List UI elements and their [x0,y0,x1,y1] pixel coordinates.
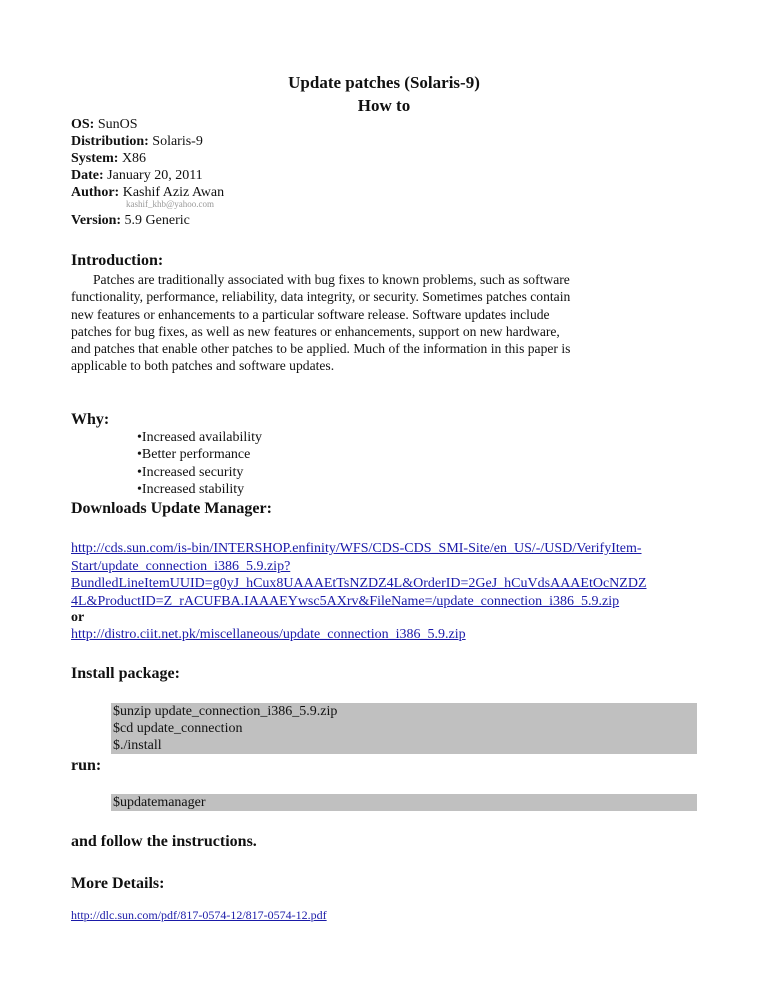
intro-heading: Introduction: [71,252,164,269]
meta-os: OS: SunOS [71,117,138,132]
list-item: • Increased security [137,464,262,481]
meta-date: Date: January 20, 2011 [71,168,203,183]
install-code-block [111,703,697,754]
intro-paragraph [71,271,571,375]
download-link-line[interactable]: 4L&ProductID=Z_rACUFBA.IAAAEYwsc5AXrv&FileName=/update_connection_i386_5.9.zip [71,593,620,609]
alt-download-link[interactable]: http://distro.ciit.net.pk/miscellaneous/update_connection_i386_5.9.zip [71,627,466,643]
meta-system: System: X86 [71,151,147,166]
run-command: $updatemanager [113,795,206,810]
install-command: $unzip update_connection_i386_5.9.zip [113,704,338,719]
intro-text: Patches are traditionally associated with bug fixes to known problems, such as software functionality, performance, reliability, data integrity, or security. Sometimes patches contain new features or enhancements to a particular software release. Software updates include patches for bug fixes, as well as new features or enhancements, support on new hardware, and patches that enable other patches to be applied. Much of the information in this paper is applicable to both patches and software updates. [71,272,571,374]
run-heading: run: [71,757,102,774]
download-link-line[interactable]: BundledLineItemUUID=g0yJ_hCux8UAAAEtTsNZDZ4L&OrderID=2GeJ_hCuVdsAAAEtOcNZDZ [71,576,647,592]
run-code-block [111,794,697,811]
meta-author: Author: Kashif Aziz Awan [71,185,225,200]
author-email: kashif_khb@yahoo.com [126,199,215,209]
document-title: Update patches (Solaris-9) [288,73,480,92]
more-details-heading: More Details: [71,875,165,892]
download-link-line[interactable]: http://cds.sun.com/is-bin/INTERSHOP.enfinity/WFS/CDS-CDS_SMI-Site/en_US/-/USD/VerifyItem- [71,541,642,556]
install-heading: Install package: [71,665,180,682]
downloads-heading: Downloads Update Manager: [71,500,272,517]
install-command: $./install [113,738,162,753]
list-item: • Better performance [137,446,262,463]
install-command: $cd update_connection [113,721,243,736]
download-link-line[interactable]: Start/update_connection_i386_5.9.zip? [71,558,291,574]
download-links [71,540,696,644]
why-heading: Why: [71,411,110,428]
why-list [137,429,262,498]
document-subtitle: How to [357,96,411,115]
list-item: • Increased stability [137,481,262,498]
meta-distribution: Distribution: Solaris-9 [71,134,203,149]
or-text: or [71,610,85,626]
more-details-link[interactable]: http://dlc.sun.com/pdf/817-0574-12/817-0574-12.pdf [71,908,327,922]
meta-version: Version: 5.9 Generic [71,213,190,228]
list-item: • Increased availability [137,429,262,446]
follow-instructions: and follow the instructions. [71,833,257,850]
